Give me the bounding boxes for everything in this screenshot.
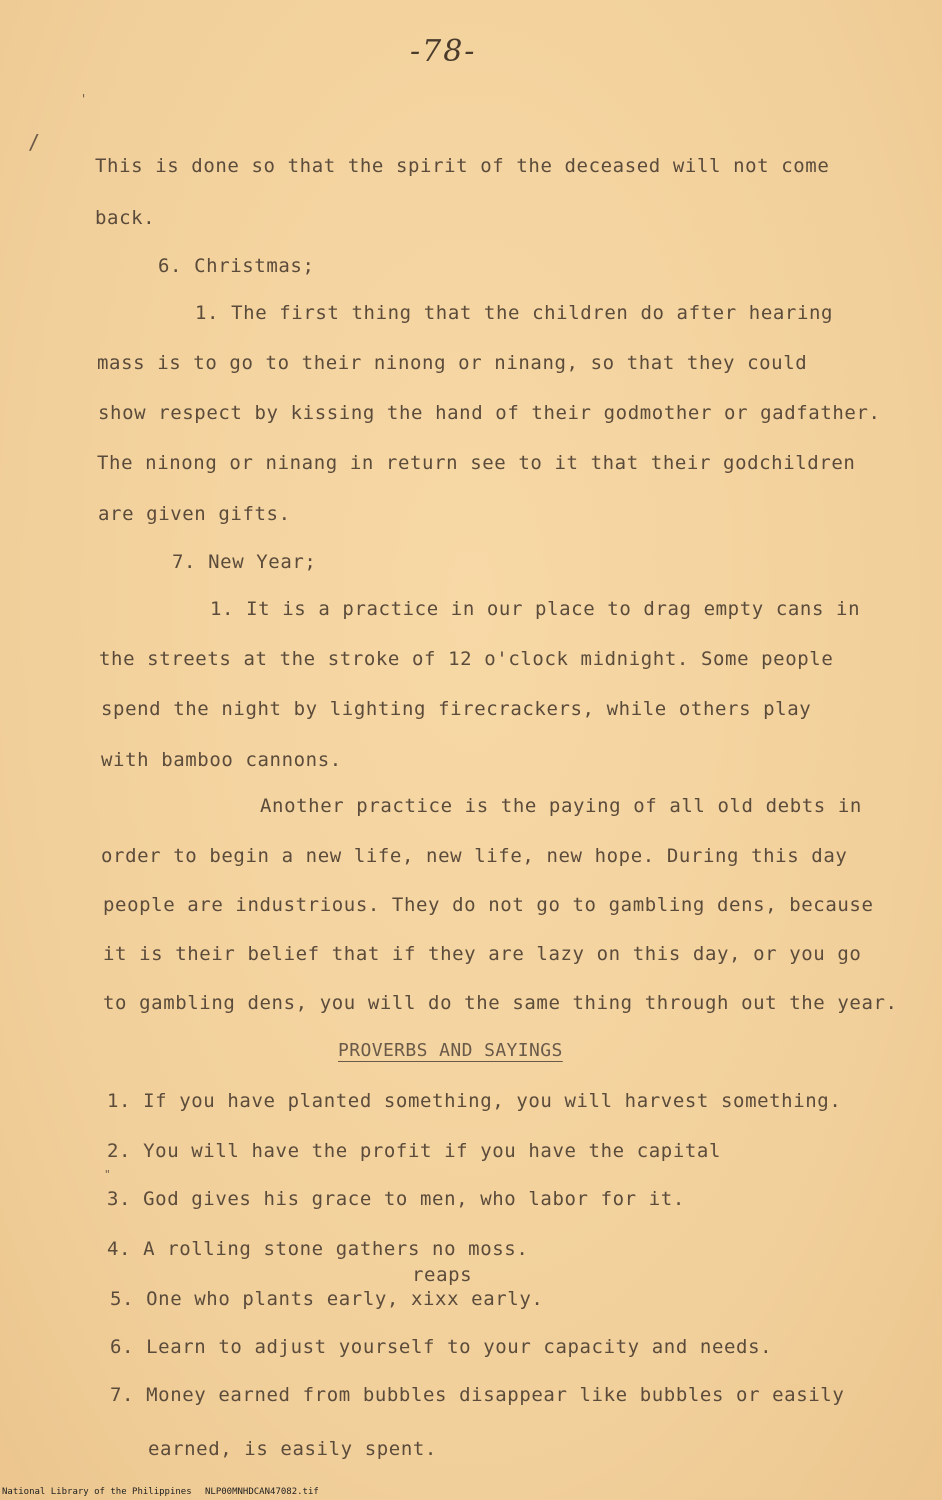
proverb-item: 5. One who plants early, xixx early. xyxy=(110,1288,544,1310)
proverbs-heading: PROVERBS AND SAYINGS xyxy=(338,1040,563,1061)
text-line: The ninong or ninang in return see to it that their godchildren xyxy=(97,452,856,474)
text-line: the streets at the stroke of 12 o'clock midnight. Some people xyxy=(99,648,834,670)
text-line: back. xyxy=(95,207,156,229)
text-line: with bamboo cannons. xyxy=(101,749,342,771)
proverb-item: 2. You will have the profit if you have the capital xyxy=(107,1140,721,1162)
text-line: mass is to go to their ninong or ninang, so that they could xyxy=(97,352,808,374)
handwritten-insertion: reaps xyxy=(412,1264,473,1286)
text-line: show respect by kissing the hand of their godmother or gadfather. xyxy=(98,402,881,424)
text-line: people are industrious. They do not go to gambling dens, because xyxy=(103,894,874,916)
proverb-item: 7. Money earned from bubbles disappear like bubbles or easily xyxy=(110,1384,845,1406)
page-number: -78- xyxy=(410,34,477,69)
text-line: 6. Christmas; xyxy=(158,255,315,277)
ditto-mark: " xyxy=(104,1168,111,1181)
text-line: 7. New Year; xyxy=(172,551,317,573)
text-line: order to begin a new life, new life, new hope. During this day xyxy=(101,845,848,867)
footer-file: NLP00MNHDCAN47082.tif xyxy=(205,1487,319,1497)
text-line: are given gifts. xyxy=(98,503,291,525)
stray-mark: ' xyxy=(80,92,88,106)
text-line: it is their belief that if they are lazy on this day, or you go xyxy=(103,943,862,965)
proverb-item: 3. God gives his grace to men, who labor for it. xyxy=(107,1188,685,1210)
text-line: to gambling dens, you will do the same thing through out the year. xyxy=(103,992,898,1014)
margin-slash-mark: / xyxy=(28,130,41,154)
text-line: 1. It is a practice in our place to drag empty cans in xyxy=(210,598,861,620)
text-line: spend the night by lighting firecrackers, while others play xyxy=(101,698,812,720)
text-line: Another practice is the paying of all old debts in xyxy=(260,795,862,817)
text-line: 1. The first thing that the children do after hearing xyxy=(195,302,834,324)
proverb-item: earned, is easily spent. xyxy=(148,1438,437,1460)
proverb-item: 1. If you have planted something, you will harvest something. xyxy=(107,1090,842,1112)
proverb-item: 4. A rolling stone gathers no moss. xyxy=(107,1238,529,1260)
footer-library: National Library of the Philippines xyxy=(2,1487,192,1497)
text-line: This is done so that the spirit of the deceased will not come xyxy=(95,155,830,177)
proverb-item: 6. Learn to adjust yourself to your capacity and needs. xyxy=(110,1336,773,1358)
